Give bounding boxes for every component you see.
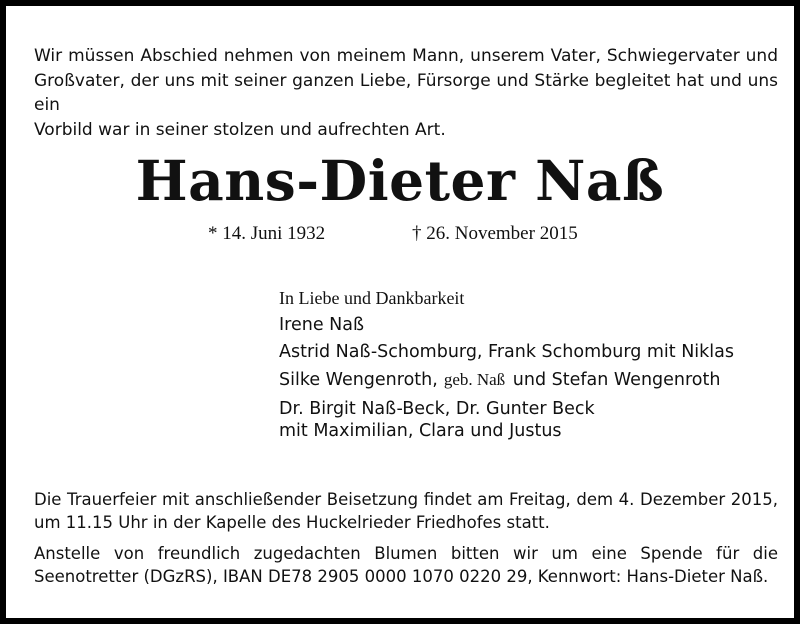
family-member-4: [279, 398, 789, 442]
family-member-2: Astrid Naß-Schomburg, Frank Schomburg mit Niklas: [279, 342, 735, 362]
family-member-4-line-2: mit Maximilian, Clara und Justus: [279, 421, 562, 441]
intro-paragraph: [34, 44, 778, 142]
donation-notice-line-1: Anstelle von freundlich zugedachten Blumen bitten wir um eine Spende für die: [34, 544, 778, 563]
family-preface: In Liebe und Dankbarkeit: [279, 288, 465, 308]
family-list: [279, 286, 789, 442]
donation-notice-line-2: Seenotretter (DGzRS), IBAN DE78 2905 0000 1070 0220 29, Kennwort: Hans-Dieter Naß.: [34, 567, 769, 586]
intro-line-3: Vorbild war in seiner stolzen und aufrechten Art.: [34, 119, 446, 140]
funeral-notice-line-2: um 11.15 Uhr in der Kapelle des Huckelrieder Friedhofes statt.: [34, 513, 550, 532]
donation-notice: [34, 542, 778, 588]
intro-line-2: Großvater, der uns mit seiner ganzen Liebe, Fürsorge und Stärke begleitet hat und uns ein: [34, 70, 778, 115]
funeral-notice: [34, 488, 778, 534]
family-member-3-name: Silke Wengenroth,: [279, 370, 438, 390]
death-date: † 26. November 2015: [412, 223, 578, 244]
family-member-3-birth-name: geb. Naß: [443, 370, 506, 389]
intro-line-1: Wir müssen Abschied nehmen von meinem Mann, unserem Vater, Schwiegervater und: [34, 46, 778, 66]
birth-date: * 14. Juni 1932: [208, 223, 326, 244]
family-member-4-line-1: Dr. Birgit Naß-Beck, Dr. Gunter Beck: [279, 399, 595, 419]
family-member-3: [279, 366, 789, 394]
family-member-1: Irene Naß: [279, 315, 364, 335]
deceased-name: Hans-Dieter Naß: [135, 148, 665, 213]
family-member-3-partner: und Stefan Wengenroth: [512, 370, 721, 390]
funeral-notice-line-1: Die Trauerfeier mit anschließender Beisetzung findet am Freitag, dem 4. Dezember 2015,: [34, 490, 778, 509]
